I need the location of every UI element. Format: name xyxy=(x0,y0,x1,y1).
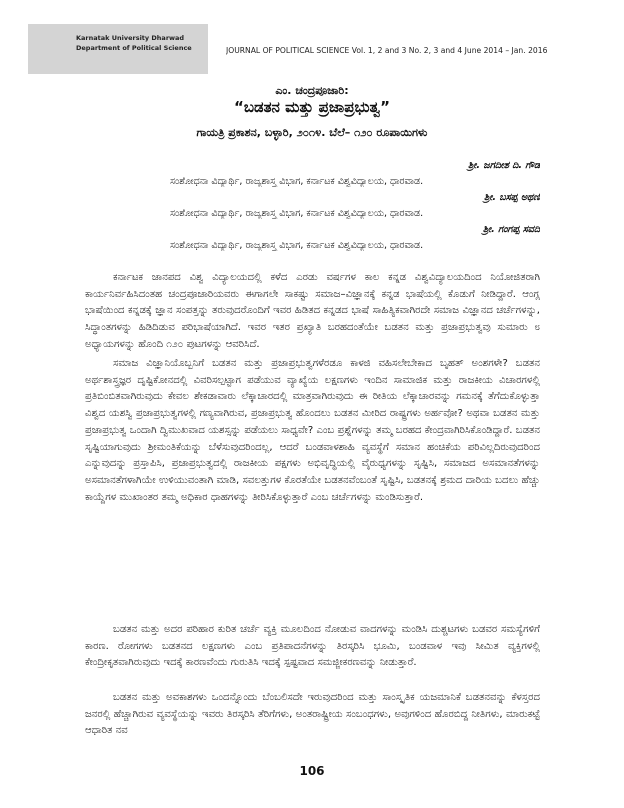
journal-line: JOURNAL OF POLITICAL SCIENCE Vol. 1, 2 and 3 No. 2, 3 and 4 June 2014 – Jan. 2016 xyxy=(226,46,548,55)
book-author: ಎಂ. ಚಂದ್ರಪೂಜಾರಿ: xyxy=(275,84,349,97)
page-number: 106 xyxy=(299,764,325,778)
body-paragraph: ಬಡತನ ಮತ್ತು ಅದರ ಪರಿಹಾರ ಕುರಿತ ಚರ್ಚೆ ವ್ಯಕ್ತಿ ಮೂಲದಿಂದ ನೋಡುವ ವಾದಗಳನ್ನು ಮಂಡಿಸಿ ದುಶ್ಚಟಗಳು ಬಡವರ ಸಮಸ್ಯೆಗಳಿಗೆ ಕಾರಣ. ರೋಗಗಳು ಬಡತನದ ಲಕ್ಷಣಗಳು ಎಂಬ ಪ್ರತಿಪಾದನೆಗಳನ್ನು ತಿರಸ್ಕರಿಸಿ ಭೂಮಿ, ಬಂಡವಾಳ ಇವು ಸೀಮಿತ ವ್ಯಕ್ತಿಗಳಲ್ಲಿ ಕೇಂದ್ರೀಕೃತವಾಗಿರುವುದು ಇದಕ್ಕೆ ಕಾರಣವೆಂದು ಗುರುತಿಸಿ ಇದಕ್ಕೆ ಸ್ಪಷ್ಟವಾದ ಸಮಜ್ಜೀಕರಣವನ್ನು ನೀಡುತ್ತಾರೆ. xyxy=(85,624,540,669)
department-name: Department of Political Science xyxy=(76,44,192,52)
reviewer-name: ಶ್ರೀ. ಗಂಗಪ್ಪ ಸವದಿ xyxy=(482,224,540,235)
reviewer-affiliation: ಸಂಶೋಧನಾ ವಿದ್ಯಾರ್ಥಿ, ರಾಜ್ಯಶಾಸ್ತ್ರ ವಿಭಾಗ, ಕರ್ನಾಟಕ ವಿಶ್ವವಿದ್ಯಾಲಯ, ಧಾರವಾಡ. xyxy=(170,176,424,187)
body-paragraph: ಸಮಾಜ ವಿಜ್ಞಾನಿಯೊಬ್ಬನಿಗೆ ಬಡತನ ಮತ್ತು ಪ್ರಜಾಪ್ರಭುತ್ವಗಳೆರಡೂ ಕಾಳಜಿ ವಹಿಸಲೇಬೇಕಾದ ಬೃಹತ್ ಅಂಶಗಳೇ? ಬಡತನ ಅರ್ಥಶಾಸ್ತ್ರಜ್ಞರ ದೃಷ್ಟಿಕೋನದಲ್ಲಿ ವಿವರಿಸಲ್ಪಟ್ಟಾಗ ಪಡೆಯುವ ವ್ಯಾಖ್ಯೆಯ ಲಕ್ಷಣಗಳು ಇಂದಿನ ಸಾಮಾಜಿಕ ಮತ್ತು ರಾಜಕೀಯ ವಿಚಾರಗಳಲ್ಲಿ ಪ್ರತಿಬಿಂಬಿತವಾಗಿರುವುದು ಕೇವಲ ಶೇಕಡಾವಾರು ಲೆಕ್ಕಾಚಾರದಲ್ಲಿ ಮಾತ್ರವಾಗಿರುವುದು ಈ ರೀತಿಯ ಲೆಕ್ಕಾಚಾರವನ್ನು ಗಮನಕ್ಕೆ ತೆಗೆದುಕೊಳ್ಳುತ್ತಾ ವಿಶ್ವದ ಯಶಸ್ವಿ ಪ್ರಜಾಪ್ರಭುತ್ವಗಳಲ್ಲಿ ಗಣ್ಯವಾಗಿರುವ, ಪ್ರಜಾಪ್ರಭುತ್ವ ಹೊಂದಲು ಬಡತನ ಮೀರಿದ ರಾಷ್ಟ್ರಗಳು ಅರ್ಹವೋ? ಅಥವಾ ಬಡತನ ಮತ್ತು ಪ್ರಜಾಪ್ರಭುತ್ವ ಒಂದಾಗಿ ದ್ವಿಮುಖವಾದ ಯಶಸ್ಸನ್ನು ಪಡೆಯಲು ಸಾಧ್ಯವೇ? ಎಂಬ ಪ್ರಶ್ನೆಗಳನ್ನು ತಮ್ಮ ಬರಹದ ಕೇಂದ್ರವಾಗಿರಿಸಿಕೊಂಡಿದ್ದಾರೆ. ಬಡತನ ಸೃಷ್ಟಿಯಾಗುವುದು ಶ್ರೀಮಂತಿಕೆಯನ್ನು ಬೆಳೆಸುವುದರಿಂದಲ್ಲ, ಆದರೆ ಬಂಡವಾಳಶಾಹಿ ವ್ಯವಸ್ಥೆಗೆ ಸಮಾನ ಹಂಚಿಕೆಯ ಪರಿವಿಲ್ಲದಿರುವುದರಿಂದ ಎನ್ನುವುದನ್ನು ಪ್ರಸ್ತಾಪಿಸಿ, ಪ್ರಜಾಪ್ರಭುತ್ವದಲ್ಲಿ ರಾಜಕೀಯ ಪಕ್ಷಗಳು ಅಭಿವೃದ್ಧಿಯಲ್ಲಿ ವೈರುಧ್ಯಗಳನ್ನು ಸೃಷ್ಟಿಸಿ, ಸಮಾಜದ ಅಸಮಾನತೆಗಳನ್ನು ಅಸಮಾನತೆಗಳಾಗಿಯೇ ಉಳಿಯುವಂತಾಗಿ ಮಾಡಿ, ಸವಲತ್ತುಗಳ ಕೊರತೆಯೇ ಬಡತನವೆಂಬಂತೆ ಸೃಷ್ಟಿಸಿ, ಬಡತನಕ್ಕೆ ಶ್ರಮದ ದಾರಿಯ ಬದಲು ಹೆಚ್ಚು ಕಾಯ್ದೆಗಳ ಮುಖಾಂತರ ತಮ್ಮ ಅಧಿಕಾರ ಧಾಹಗಳನ್ನು ತೀರಿಸಿಕೊಳ್ಳುತ್ತಾರೆ ಎಂಬ ಚರ್ಚೆಗಳನ್ನು ಮಂಡಿಸುತ್ತಾರೆ. xyxy=(85,358,540,503)
publication-line: ಗಾಯತ್ರಿ ಪ್ರಕಾಶನ, ಬಳ್ಳಾರಿ, ೨೦೧೪. ಬೆಲೆ– ೧೨೦ ರೂಪಾಯಿಗಳು xyxy=(196,126,428,139)
university-name: Karnatak University Dharwad xyxy=(76,34,185,42)
body-paragraph: ಕರ್ನಾಟಕ ಜಾನಪದ ವಿಶ್ವ ವಿದ್ಯಾಲಯದಲ್ಲಿ ಕಳೆದ ಎರಡು ವರ್ಷಗಳ ಕಾಲ ಕನ್ನಡ ವಿಶ್ವವಿದ್ಯಾಲಯದಿಂದ ನಿಯೋಜಿತರಾಗಿ ಕಾರ್ಯನಿರ್ವಹಿಸಿದಂತಹ ಚಂದ್ರಪೂಜಾರಿಯವರು ಈಗಾಗಲೇ ಸಾಕಷ್ಟು ಸಮಾಜ–ವಿಜ್ಞಾನಕ್ಕೆ ಕನ್ನಡ ಭಾಷೆಯಲ್ಲಿ ಕೊಡುಗೆ ನೀಡಿದ್ದಾರೆ. ಆಂಗ್ಲ ಭಾಷೆಯಿಂದ ಕನ್ನಡಕ್ಕೆ ಜ್ಞಾನ ಸಂಪತ್ತನ್ನು ತರುವುದರೊಂದಿಗೆ ಇವರ ಹಿಡಿತದ ಕನ್ನಡದ ಭಾಷೆ ಸಾಹಿತ್ಯಿಕವಾಗಿರದೇ ಸಮಾಜ ವಿಜ್ಞಾನದ ಚರ್ಚೆಗಳನ್ನು, ಸಿದ್ಧಾಂತಗಳನ್ನು ಹಿಡಿದಿಡುವ ಪರಿಭಾಷೆಯಾಗಿದೆ. ಇವರ ಇತರ ಪ್ರಖ್ಯಾತಿ ಬರಹದಂತೆಯೇ ಬಡತನ ಮತ್ತು ಪ್ರಜಾಪ್ರಭುತ್ವವು ಸುಮಾರು ೮ ಅಧ್ಯಾಯಗಳನ್ನು ಹೊಂದಿ ೧೨೦ ಪುಟಗಳನ್ನು ಆವರಿಸಿದೆ. xyxy=(85,272,540,350)
reviewer-name: ಶ್ರೀ. ಜಗದೀಶ ದಿ. ಗೌಡ xyxy=(468,160,540,171)
reviewer-affiliation: ಸಂಶೋಧನಾ ವಿದ್ಯಾರ್ಥಿ, ರಾಜ್ಯಶಾಸ್ತ್ರ ವಿಭಾಗ, ಕರ್ನಾಟಕ ವಿಶ್ವವಿದ್ಯಾಲಯ, ಧಾರವಾಡ. xyxy=(170,208,424,219)
body-paragraph: ಬಡತನ ಮತ್ತು ಅವಕಾಶಗಳು ಒಂದನ್ನೊಂದು ಬೆಂಬಲಿಸದೇ ಇರುವುದರಿಂದ ಮತ್ತು ಸಾಂಸ್ಕೃತಿಕ ಯಜಮಾನಿಕೆ ಬಡತನವನ್ನು ಕೆಳಸ್ತರದ ಜನರಲ್ಲಿ ಹೆಚ್ಚಾಗಿರುವ ವ್ಯವಸ್ಥೆಯನ್ನು ಇವರು ತಿರಸ್ಕರಿಸಿ ತೆರಿಗೆಗಳು, ಅಂತರಾಷ್ಟ್ರೀಯ ಸಂಬಂಧಗಳು, ಅವುಗಳಿಂದ ಹೊರಬಿದ್ದ ನೀತಿಗಳು, ಮಾರುಕಟ್ಟೆ ಆಧಾರಿತ ನವ xyxy=(85,692,540,737)
reviewer-name: ಶ್ರೀ. ಬಸಪ್ಪ ಅಥಣಿ xyxy=(483,192,540,203)
book-title: “ಬಡತನ ಮತ್ತು ಪ್ರಜಾಪ್ರಭುತ್ವ” xyxy=(234,98,390,116)
reviewer-affiliation: ಸಂಶೋಧನಾ ವಿದ್ಯಾರ್ಥಿ, ರಾಜ್ಯಶಾಸ್ತ್ರ ವಿಭಾಗ, ಕರ್ನಾಟಕ ವಿಶ್ವವಿದ್ಯಾಲಯ, ಧಾರವಾಡ. xyxy=(170,240,424,251)
